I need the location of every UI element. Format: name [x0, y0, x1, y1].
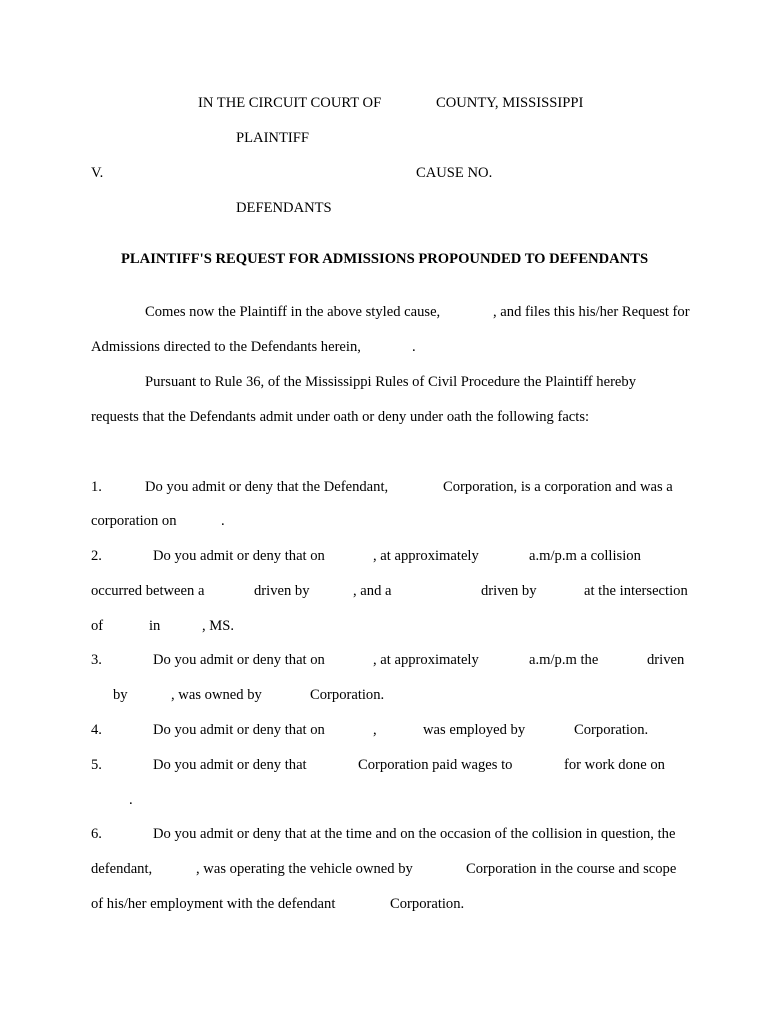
item-2-text-e: driven by	[254, 583, 310, 599]
item-3-text-d: driven	[647, 652, 685, 668]
item-5-text-c: for work done on	[564, 757, 665, 773]
item-2-text-d: occurred between a	[91, 583, 205, 599]
intro-p1-text-d: .	[412, 339, 416, 355]
cause-number-label: CAUSE NO.	[416, 165, 493, 181]
item-5-text-a: Do you admit or deny that	[153, 757, 307, 773]
intro-p1-text-c: Admissions directed to the Defendants herein,	[91, 339, 361, 355]
item-3-text-g: Corporation.	[310, 687, 385, 703]
item-6-text-d: Corporation in the course and scope	[466, 861, 677, 877]
plaintiff-label: PLAINTIFF	[236, 130, 309, 146]
item-4-text-c: was employed by	[423, 722, 526, 738]
item-3-text-b: , at approximately	[373, 652, 479, 668]
item-5-text-b: Corporation paid wages to	[358, 757, 513, 773]
item-2-text-i: of	[91, 618, 104, 634]
intro-p1-text-a: Comes now the Plaintiff in the above styled cause,	[145, 304, 441, 320]
item-6-text-a: Do you admit or deny that at the time and on the occasion of the collision in question, the	[153, 826, 676, 842]
item-3-text-c: a.m/p.m the	[529, 652, 599, 668]
item-3-text-f: , was owned by	[171, 687, 262, 703]
intro-p1-text-b: , and files this his/her Request for	[493, 304, 690, 320]
item-2-text-f: , and a	[353, 583, 392, 599]
item-2-text-b: , at approximately	[373, 548, 479, 564]
item-6-text-e: of his/her employment with the defendant	[91, 896, 336, 912]
item-5-text-d: .	[129, 792, 133, 808]
item-5-number: 5.	[91, 757, 102, 773]
item-4-text-b: ,	[373, 722, 377, 738]
item-1-text-b: Corporation, is a corporation and was a	[443, 479, 673, 495]
item-2-text-g: driven by	[481, 583, 537, 599]
versus-label: V.	[91, 165, 104, 181]
item-2-text-k: , MS.	[202, 618, 235, 634]
item-6-number: 6.	[91, 826, 102, 842]
item-2-number: 2.	[91, 548, 102, 564]
item-6-text-f: Corporation.	[390, 896, 465, 912]
item-2-text-c: a.m/p.m a collision	[529, 548, 641, 564]
item-1-text-d: .	[221, 513, 225, 529]
intro-p2-text-a: Pursuant to Rule 36, of the Mississippi Rules of Civil Procedure the Plaintiff hereby	[145, 374, 637, 390]
court-county-state: COUNTY, MISSISSIPPI	[436, 95, 584, 111]
item-2-text-j: in	[149, 618, 161, 634]
item-4-text-d: Corporation.	[574, 722, 649, 738]
defendants-label: DEFENDANTS	[236, 200, 332, 216]
item-1-number: 1.	[91, 479, 102, 495]
item-3-text-e: by	[113, 687, 128, 703]
item-4-number: 4.	[91, 722, 102, 738]
item-6-text-b: defendant,	[91, 861, 153, 877]
item-6-text-c: , was operating the vehicle owned by	[196, 861, 413, 877]
item-1-text-c: corporation on	[91, 513, 177, 529]
item-1-text-a: Do you admit or deny that the Defendant,	[145, 479, 389, 495]
intro-p2-text-b: requests that the Defendants admit under oath or deny under oath the following facts:	[91, 409, 590, 425]
item-2-text-h: at the intersection	[584, 583, 688, 599]
item-2-text-a: Do you admit or deny that on	[153, 548, 325, 564]
court-name-left: IN THE CIRCUIT COURT OF	[198, 95, 382, 111]
item-4-text-a: Do you admit or deny that on	[153, 722, 325, 738]
item-3-text-a: Do you admit or deny that on	[153, 652, 325, 668]
item-3-number: 3.	[91, 652, 102, 668]
document-title: PLAINTIFF'S REQUEST FOR ADMISSIONS PROPOUNDED TO DEFENDANTS	[121, 251, 649, 267]
